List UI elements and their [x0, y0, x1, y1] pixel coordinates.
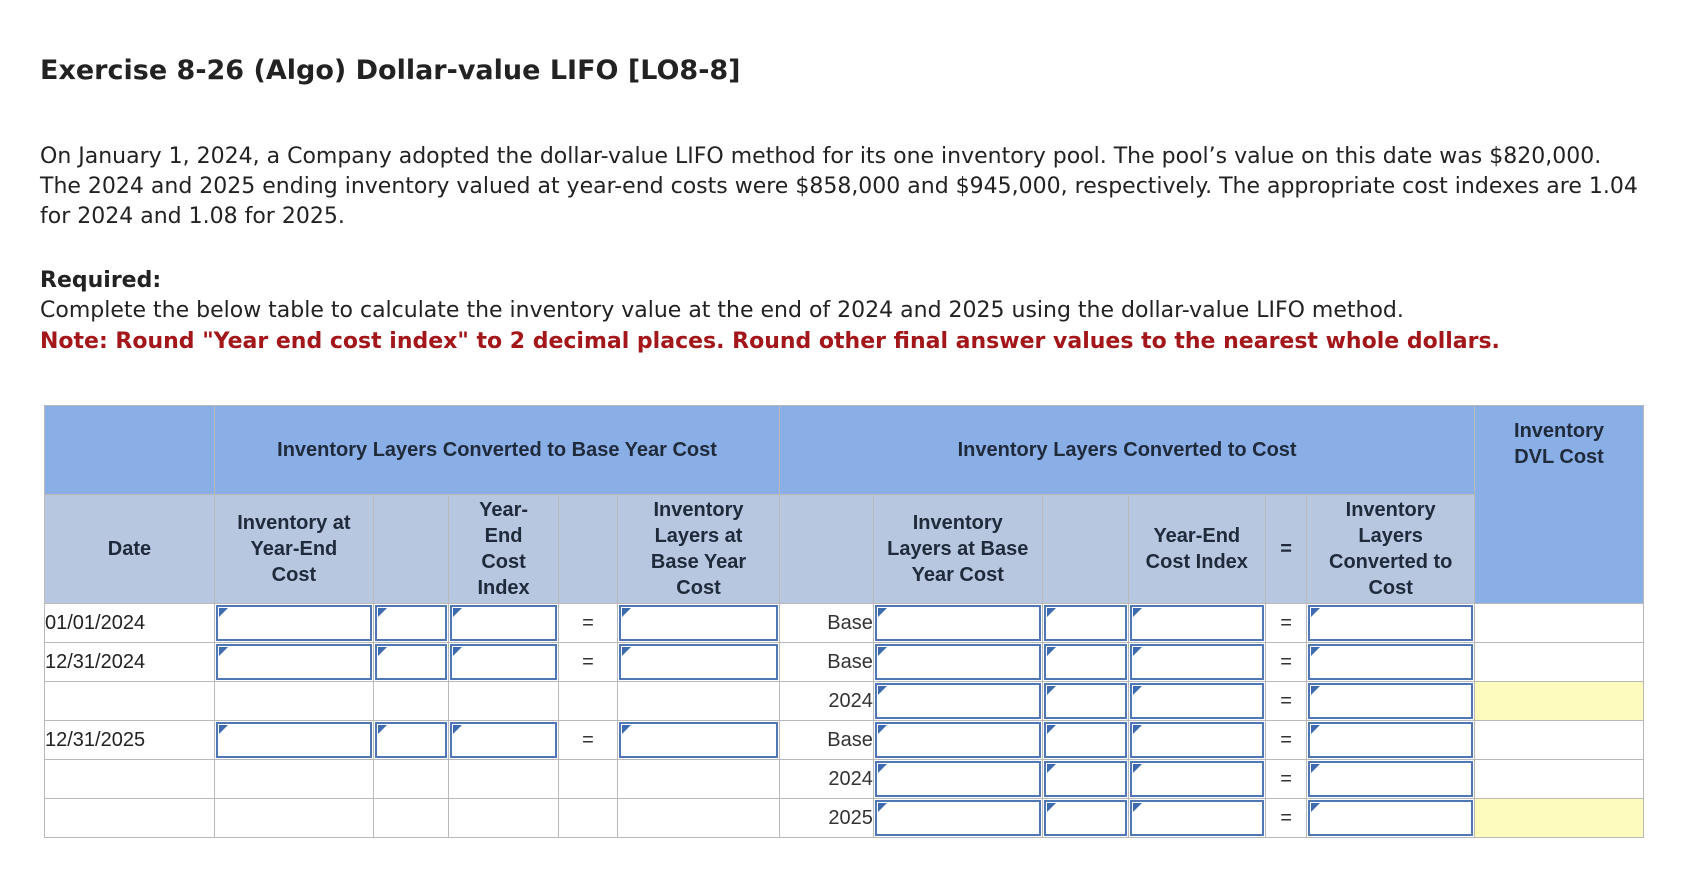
dropdown-input[interactable]: [1308, 683, 1473, 719]
dropdown-input[interactable]: [1044, 800, 1127, 836]
year-end-cost-index-input-2[interactable]: [1128, 682, 1265, 721]
dropdown-input[interactable]: [1308, 722, 1473, 758]
empty-cell: [214, 799, 373, 838]
row-date: [45, 760, 215, 799]
dropdown-input[interactable]: [1308, 605, 1473, 641]
dropdown-input[interactable]: [1130, 605, 1264, 641]
empty-cell: [617, 682, 779, 721]
layer-label: Base: [780, 643, 874, 682]
layer-label: Base: [780, 604, 874, 643]
empty-cell: [214, 760, 373, 799]
row-date: 12/31/2025: [45, 721, 215, 760]
empty-cell: [449, 799, 559, 838]
dropdown-input[interactable]: [216, 722, 372, 758]
equals-sign: =: [559, 721, 618, 760]
empty-cell: [373, 760, 448, 799]
year-end-cost-index-input[interactable]: [449, 721, 559, 760]
dropdown-input[interactable]: [1130, 644, 1264, 680]
layers-converted-cost-input[interactable]: [1307, 760, 1475, 799]
dvl-cost-cell[interactable]: [1475, 721, 1644, 760]
year-end-cost-index-input-2[interactable]: [1128, 799, 1265, 838]
dropdown-input[interactable]: [1308, 800, 1473, 836]
dropdown-input[interactable]: [1308, 761, 1473, 797]
dropdown-input[interactable]: [1044, 683, 1127, 719]
empty-cell: [559, 760, 618, 799]
empty-cell: [373, 799, 448, 838]
dropdown-input[interactable]: [619, 605, 778, 641]
row-date: [45, 799, 215, 838]
operator-input[interactable]: [373, 604, 448, 643]
dvl-cost-total-2025[interactable]: [1475, 799, 1644, 838]
col-header-equals: =: [1265, 495, 1306, 604]
group-header-dvl-cost: Inventory DVL Cost: [1475, 406, 1644, 604]
dropdown-input[interactable]: [450, 605, 557, 641]
dropdown-input[interactable]: [1044, 722, 1127, 758]
empty-cell: [559, 682, 618, 721]
dvl-cost-cell[interactable]: [1475, 604, 1644, 643]
dropdown-input[interactable]: [619, 722, 778, 758]
dropdown-input[interactable]: [216, 644, 372, 680]
year-end-cost-index-input-2[interactable]: [1128, 643, 1265, 682]
layers-base-year-cost-input-2[interactable]: [873, 682, 1042, 721]
dropdown-input[interactable]: [1130, 800, 1264, 836]
col-header-inventory-year-end-cost: Inventory at Year-End Cost: [214, 495, 373, 604]
layers-base-year-cost-input[interactable]: [617, 643, 779, 682]
operator-input[interactable]: [373, 643, 448, 682]
col-header-layers-base-year-cost-2: Inventory Layers at Base Year Cost: [873, 495, 1042, 604]
dropdown-input[interactable]: [1044, 605, 1127, 641]
layers-base-year-cost-input-2[interactable]: [873, 799, 1042, 838]
equals-sign: =: [1265, 682, 1306, 721]
col-header-date: Date: [45, 495, 215, 604]
table-row: [45, 721, 1644, 760]
operator-input-2[interactable]: [1042, 760, 1128, 799]
group-header-converted-to-cost: Inventory Layers Converted to Cost: [780, 406, 1475, 495]
dropdown-input[interactable]: [875, 683, 1041, 719]
dvl-cost-total-2024[interactable]: [1475, 682, 1644, 721]
layers-base-year-cost-input-2[interactable]: [873, 760, 1042, 799]
dvl-lifo-worksheet: [44, 405, 1644, 838]
year-end-cost-index-input-2[interactable]: [1128, 721, 1265, 760]
layers-converted-cost-input[interactable]: [1307, 721, 1475, 760]
exercise-title: Exercise 8-26 (Algo) Dollar-value LIFO [LO8-8]: [40, 55, 741, 86]
layer-label: Base: [780, 721, 874, 760]
inventory-year-end-cost-input[interactable]: [214, 604, 373, 643]
empty-cell: [559, 799, 618, 838]
rounding-note: Note: Round "Year end cost index" to 2 decimal places. Round other final answer values to the nearest whole dollars.: [40, 329, 1500, 354]
dropdown-input[interactable]: [216, 605, 372, 641]
layer-label: 2025: [780, 799, 874, 838]
dropdown-input[interactable]: [875, 722, 1041, 758]
dvl-cost-cell[interactable]: [1475, 643, 1644, 682]
dropdown-input[interactable]: [1044, 761, 1127, 797]
layers-base-year-cost-input-2[interactable]: [873, 643, 1042, 682]
layers-converted-cost-input[interactable]: [1307, 799, 1475, 838]
year-end-cost-index-input[interactable]: [449, 643, 559, 682]
equals-sign: =: [559, 643, 618, 682]
dropdown-input[interactable]: [375, 605, 447, 641]
exercise-intro: On January 1, 2024, a Company adopted the dollar-value LIFO method for its one inventory pool. The pool’s value on this date was $820,000. The 2024 and 2025 ending inventory valued at year-end costs were $858,000 and $945,000, respectively. The appropriate cost indexes are 1.04 for 2024 and 1.08 for 2025.: [40, 144, 1638, 229]
table-row: [45, 682, 1644, 721]
layer-label: 2024: [780, 682, 874, 721]
operator-input-2[interactable]: [1042, 721, 1128, 760]
layers-converted-cost-input[interactable]: [1307, 604, 1475, 643]
row-date: 12/31/2024: [45, 643, 215, 682]
table-row: [45, 643, 1644, 682]
col-header-layers-base-year-cost: Inventory Layers at Base Year Cost: [617, 495, 779, 604]
dropdown-input[interactable]: [450, 722, 557, 758]
group-header-base-year-cost: Inventory Layers Converted to Base Year Cost: [214, 406, 779, 495]
layers-base-year-cost-input-2[interactable]: [873, 604, 1042, 643]
equals-sign: =: [1265, 721, 1306, 760]
year-end-cost-index-input-2[interactable]: [1128, 760, 1265, 799]
dropdown-input[interactable]: [875, 800, 1041, 836]
inventory-year-end-cost-input[interactable]: [214, 643, 373, 682]
dvl-cost-cell[interactable]: [1475, 760, 1644, 799]
row-date: [45, 682, 215, 721]
col-header-blank-2: [559, 495, 618, 604]
col-header-blank-4: [1042, 495, 1128, 604]
operator-input-2[interactable]: [1042, 643, 1128, 682]
col-header-year-end-cost-index-2: Year-End Cost Index: [1128, 495, 1265, 604]
empty-cell: [373, 682, 448, 721]
dropdown-input[interactable]: [875, 761, 1041, 797]
dropdown-input[interactable]: [1044, 644, 1127, 680]
dropdown-input[interactable]: [1130, 722, 1264, 758]
layer-label: 2024: [780, 760, 874, 799]
col-header-year-end-cost-index: Year-End Cost Index: [449, 495, 559, 604]
equals-sign: =: [1265, 604, 1306, 643]
layers-base-year-cost-input[interactable]: [617, 604, 779, 643]
operator-input-2[interactable]: [1042, 604, 1128, 643]
col-header-blank-3: [780, 495, 874, 604]
empty-cell: [449, 682, 559, 721]
inventory-year-end-cost-input[interactable]: [214, 721, 373, 760]
operator-input-2[interactable]: [1042, 682, 1128, 721]
year-end-cost-index-input[interactable]: [449, 604, 559, 643]
col-header-layers-converted-cost: Inventory Layers Converted to Cost: [1307, 495, 1475, 604]
dropdown-input[interactable]: [375, 644, 447, 680]
table-row: [45, 760, 1644, 799]
year-end-cost-index-input-2[interactable]: [1128, 604, 1265, 643]
equals-sign: =: [559, 604, 618, 643]
row-date: 01/01/2024: [45, 604, 215, 643]
required-text: Complete the below table to calculate the inventory value at the end of 2024 and 2025 using the dollar-value LIFO method.: [40, 298, 1404, 323]
layers-converted-cost-input[interactable]: [1307, 682, 1475, 721]
layers-base-year-cost-input-2[interactable]: [873, 721, 1042, 760]
layers-converted-cost-input[interactable]: [1307, 643, 1475, 682]
equals-sign: =: [1265, 643, 1306, 682]
dropdown-input[interactable]: [619, 644, 778, 680]
dropdown-input[interactable]: [875, 644, 1041, 680]
empty-cell: [617, 760, 779, 799]
dropdown-input[interactable]: [1308, 644, 1473, 680]
dropdown-input[interactable]: [450, 644, 557, 680]
required-label: Required:: [40, 268, 162, 293]
layers-base-year-cost-input[interactable]: [617, 721, 779, 760]
dropdown-input[interactable]: [375, 722, 447, 758]
table-row: [45, 604, 1644, 643]
operator-input[interactable]: [373, 721, 448, 760]
header-blank: [45, 406, 215, 495]
empty-cell: [449, 760, 559, 799]
table-row: [45, 799, 1644, 838]
dropdown-input[interactable]: [1130, 761, 1264, 797]
equals-sign: =: [1265, 760, 1306, 799]
empty-cell: [214, 682, 373, 721]
equals-sign: =: [1265, 799, 1306, 838]
col-header-blank-1: [373, 495, 448, 604]
empty-cell: [617, 799, 779, 838]
operator-input-2[interactable]: [1042, 799, 1128, 838]
dropdown-input[interactable]: [1130, 683, 1264, 719]
dropdown-input[interactable]: [875, 605, 1041, 641]
